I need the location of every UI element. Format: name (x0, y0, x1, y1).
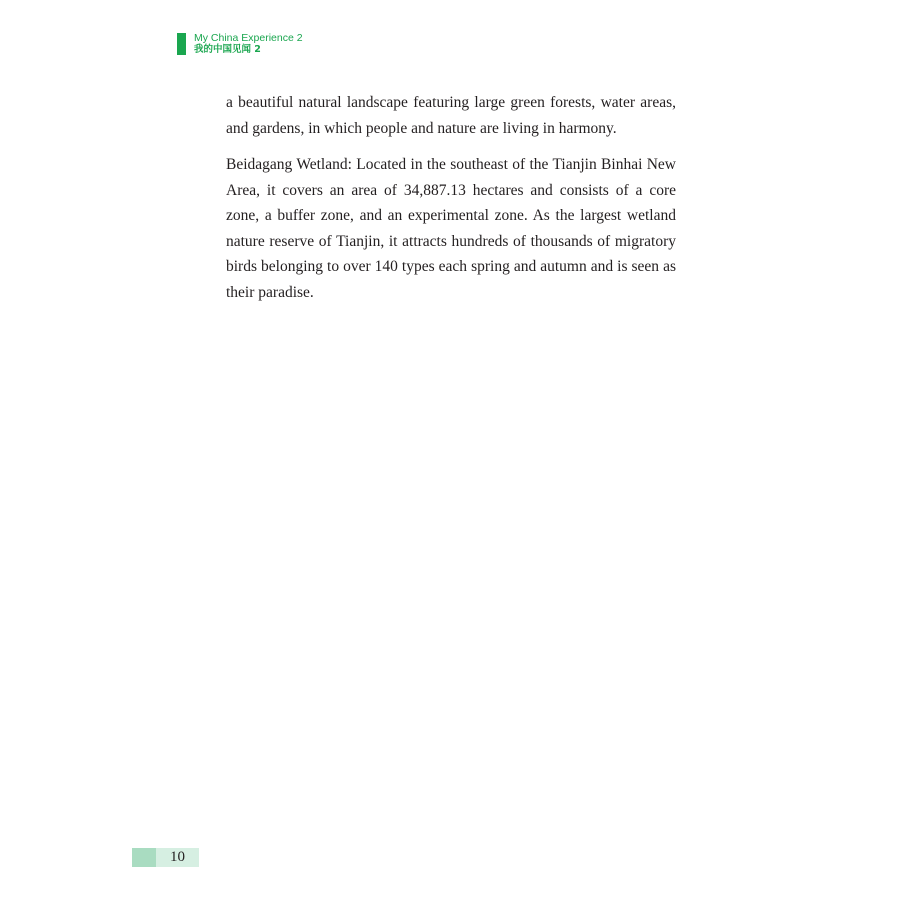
body-text (226, 90, 676, 316)
header-text (194, 33, 303, 55)
header-title-cn: 我的中国见闻 2 (194, 44, 261, 55)
page-footer (132, 848, 199, 867)
paragraph-1: a beautiful natural landscape featuring large green forests, water areas, and gardens, in which people and nature are living in harmony. (226, 94, 676, 137)
running-header (177, 33, 303, 55)
page-number: 10 (170, 849, 185, 865)
header-accent-bar (177, 33, 186, 55)
footer-accent-block (132, 848, 156, 867)
paragraph-2: Beidagang Wetland: Located in the southeast of the Tianjin Binhai New Area, it covers an area of 34,887.13 hectares and consists of a core zone, a buffer zone, and an experimental zone. As the largest wetland nature reserve of Tianjin, it attracts hundreds of thousands of migratory birds belonging to over 140 types each spring and autumn and is seen as their paradise. (226, 156, 676, 301)
header-title-en: My China Experience 2 (194, 32, 303, 44)
page-number-box (156, 848, 199, 867)
